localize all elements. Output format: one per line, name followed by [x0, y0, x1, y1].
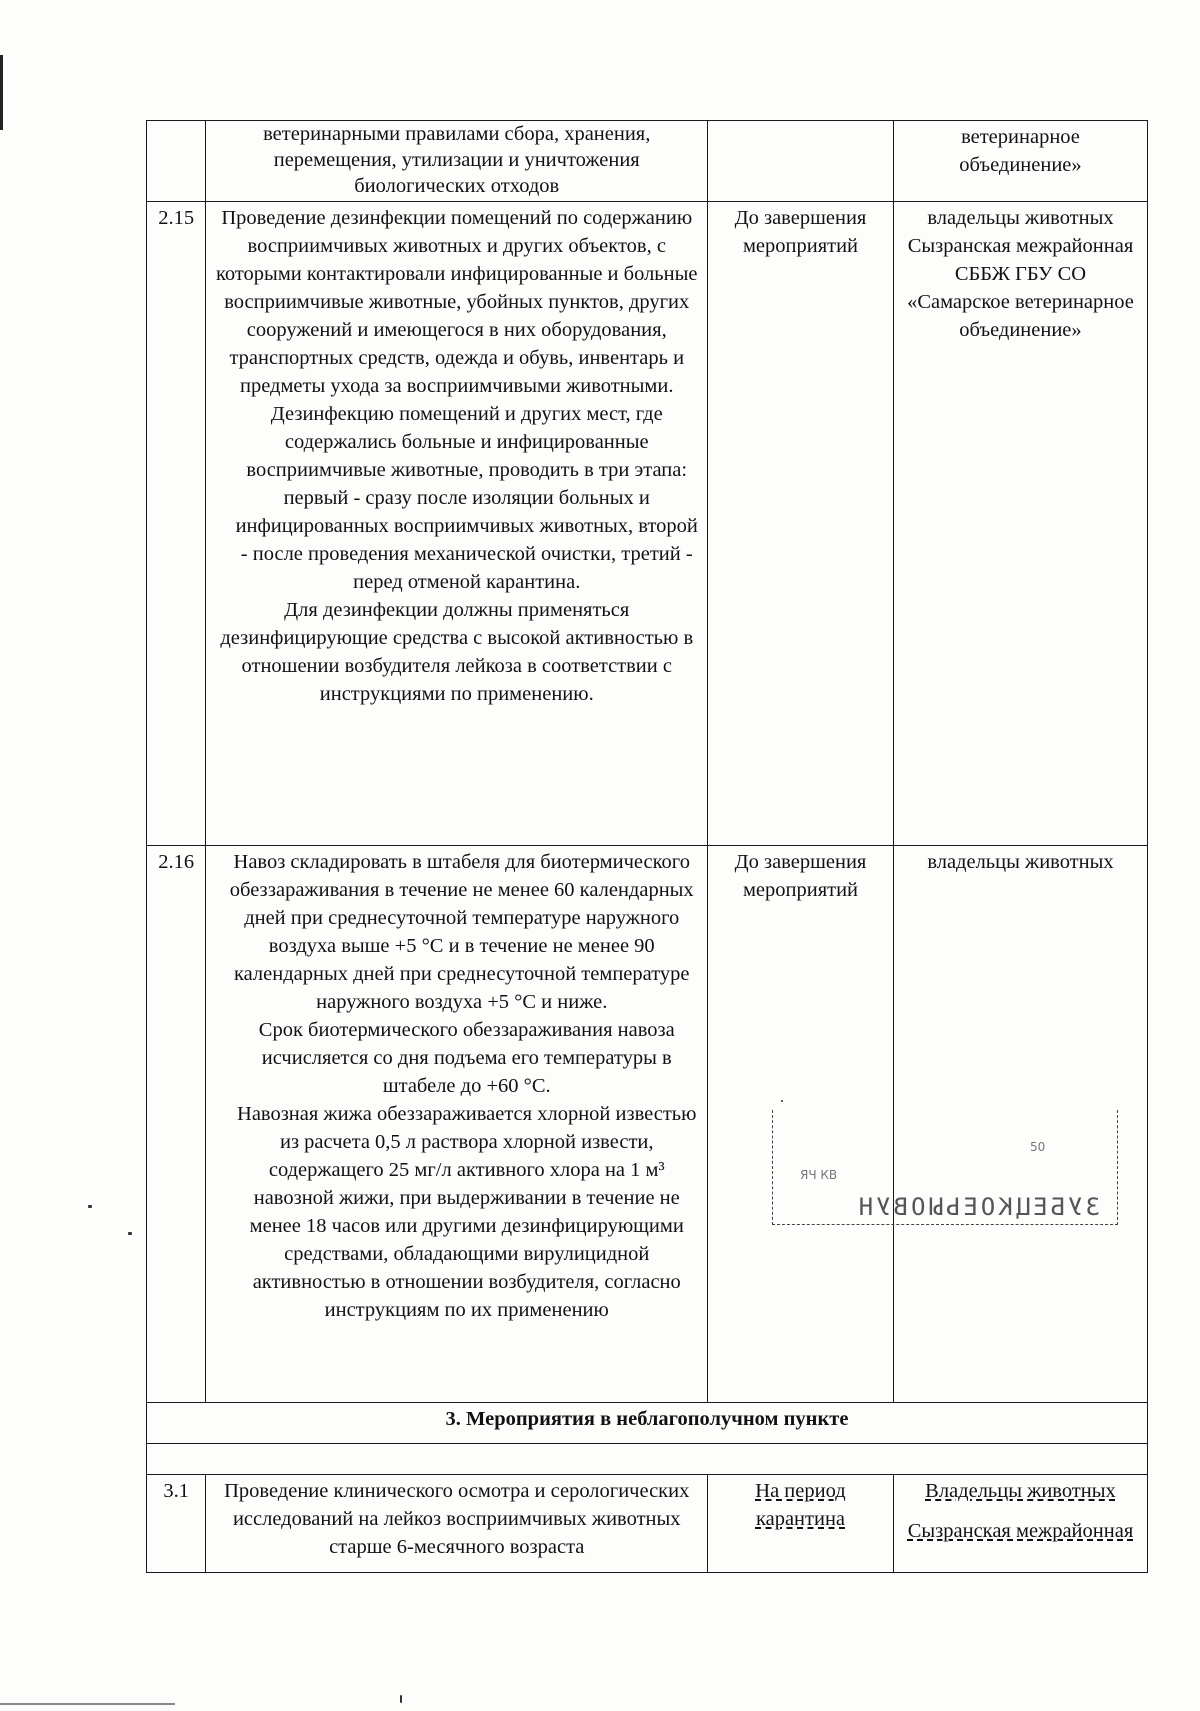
- scan-speck: [400, 1695, 402, 1703]
- scan-speck: [88, 1205, 92, 1208]
- measures-table: [146, 120, 1148, 1573]
- spacer-cell: [147, 1444, 1148, 1475]
- cell-responsible: владельцы животных Сызранская межрайонная СББЖ ГБУ СО «Самарское ветеринарное объединение»: [893, 202, 1147, 846]
- stamp-small-right: 50: [1030, 1140, 1046, 1154]
- measure-paragraph: Проведение дезинфекции помещений по содержанию восприимчивых животных и других объектов, с которыми контактировали инфицированные и больные восприимчивые животные, убойных пунктов, других сооружений и имеющегося в них оборудования, транспортных средств, одежда и обувь, инвентарь и предметы ухода за восприимчивыми животными.: [215, 207, 698, 397]
- measure-paragraph: Дезинфекцию помещений и других мест, где содержались больные и инфицированные восприимчивые животные, проводить в три этапа: первый - сразу после изоляции больных и инфицированных восприимчивых животных, второй - после проведения механической очистки, третий - перед отменой карантина.: [235, 403, 698, 593]
- scan-edge-bottom: [0, 1703, 175, 1705]
- responsible-line: Сызранская межрайонная: [907, 1520, 1134, 1542]
- responsible-spacer: [902, 1505, 1139, 1517]
- cell-term: [708, 1475, 894, 1573]
- cell-number: 3.1: [147, 1475, 206, 1573]
- cell-number: 2.15: [147, 202, 206, 846]
- cell-term: [708, 121, 894, 202]
- section-title: 3. Мероприятия в неблагополучном пункте: [147, 1403, 1148, 1444]
- term-text: На период карантина: [755, 1480, 846, 1530]
- measure-paragraph: Для дезинфекции должны применяться дезинфицирующие средства с высокой активностью в отношении возбудителя лейкоза в соответствии с инструкциями по применению.: [220, 599, 694, 705]
- stamp-small-left: ЯЧ КВ: [800, 1168, 838, 1182]
- section-spacer-row: [147, 1444, 1148, 1475]
- cell-measure: [206, 202, 708, 846]
- cell-term: До завершения мероприятий: [708, 202, 894, 846]
- cell-responsible: ветеринарное объединение»: [893, 121, 1147, 202]
- cell-measure: Проведение клинического осмотра и серологических исследований на лейкоз восприимчивых животных старше 6-месячного возраста: [206, 1475, 708, 1573]
- scan-speck: [781, 1100, 783, 1102]
- cell-measure: [206, 846, 708, 1403]
- cell-term: До завершения мероприятий: [708, 846, 894, 1403]
- responsible-line: Владельцы животных: [925, 1480, 1116, 1502]
- cell-responsible: [893, 1475, 1147, 1573]
- cell-number: [147, 121, 206, 202]
- measure-paragraph: Срок биотермического обеззараживания навоза исчисляется со дня подъема его температуры в штабеле до +60 °С.: [258, 1019, 675, 1097]
- measure-paragraph: Навозная жижа обеззараживается хлорной известью из расчета 0,5 л раствора хлорной извести, содержащего 25 мг/л активного хлора на 1 м³ навозной жижи, при выдерживании в течение не менее 18 часов или другими дезинфицирующими средствами, обладающими вирулицидной активностью в отношении возбудителя, согласно инструкциям по их применению: [237, 1103, 697, 1321]
- scan-edge-left: [0, 55, 3, 130]
- scan-speck: [128, 1232, 132, 1235]
- table-row: [147, 1475, 1148, 1573]
- cell-responsible: владельцы животных: [893, 846, 1147, 1403]
- table-row: [147, 202, 1148, 846]
- measure-paragraph: Навоз складировать в штабеля для биотермического обеззараживания в течение не менее 60 календарных дней при среднесуточной температуре наружного воздуха выше +5 °С и в течение не менее 90 календарных дней при среднесуточной температуре наружного воздуха +5 °С и ниже.: [229, 851, 694, 1013]
- cell-measure: ветеринарными правилами сбора, хранения, перемещения, утилизации и уничтожения биологических отходов: [206, 121, 708, 202]
- section-header-row: [147, 1403, 1148, 1444]
- cell-number: 2.16: [147, 846, 206, 1403]
- stamp-text: ЗУБЕЦКОЕЬЫОВУН: [855, 1193, 1100, 1221]
- table-row-continuation: [147, 121, 1148, 202]
